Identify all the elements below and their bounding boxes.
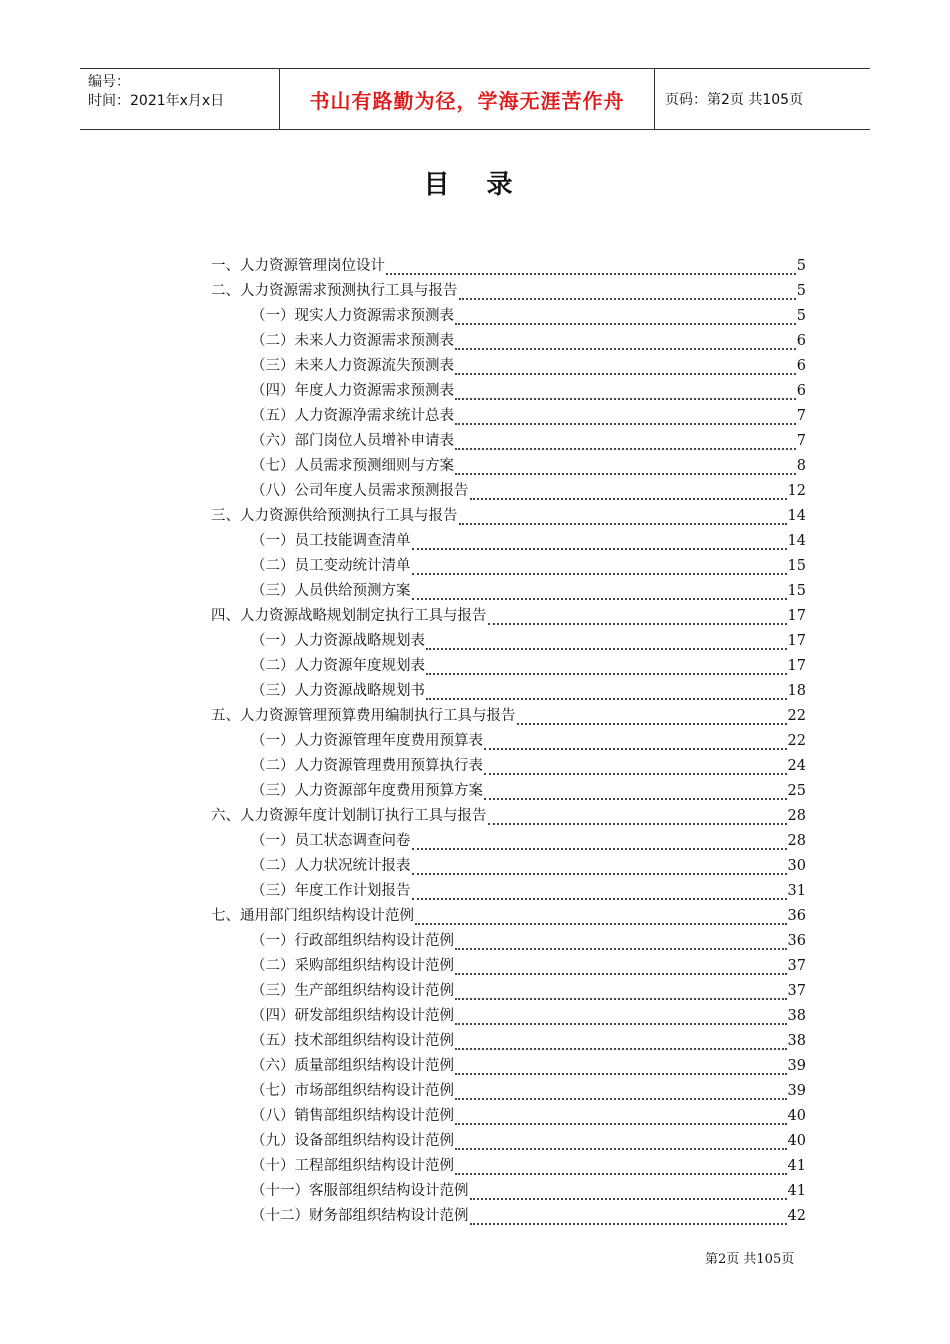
toc-entry[interactable]: [211, 629, 806, 654]
toc-entry-page: 6: [796, 383, 806, 399]
toc-entry-label: （十二）财务部组织结构设计范例: [251, 1208, 469, 1224]
toc-entry-label: （七）市场部组织结构设计范例: [251, 1083, 454, 1099]
toc-entry-page: 24: [787, 758, 806, 774]
toc-dot-leader: [455, 947, 787, 950]
toc-entry-page: 18: [787, 683, 806, 699]
toc-entry-page: 39: [787, 1058, 806, 1074]
toc-entry[interactable]: [211, 279, 806, 304]
toc-entry-page: 38: [787, 1033, 806, 1049]
toc-entry-page: 36: [787, 933, 806, 949]
toc-entry[interactable]: [211, 829, 806, 854]
toc-entry[interactable]: [211, 254, 806, 279]
toc-dot-leader: [484, 797, 787, 800]
toc-entry-label: （六）质量部组织结构设计范例: [251, 1058, 454, 1074]
toc-dot-leader: [459, 297, 796, 300]
toc-entry-page: 22: [787, 733, 806, 749]
toc-entry-label: （五）技术部组织结构设计范例: [251, 1033, 454, 1049]
toc-dot-leader: [455, 1047, 787, 1050]
toc-dot-leader: [455, 1097, 787, 1100]
toc-dot-leader: [412, 572, 787, 575]
toc-entry-label: （十一）客服部组织结构设计范例: [251, 1183, 469, 1199]
toc-entry-label: （五）人力资源净需求统计总表: [251, 408, 454, 424]
toc-entry-page: 25: [787, 783, 806, 799]
toc-dot-leader: [455, 422, 796, 425]
toc-entry-page: 40: [787, 1133, 806, 1149]
toc-entry-label: （一）人力资源管理年度费用预算表: [251, 733, 483, 749]
toc-dot-leader: [412, 847, 787, 850]
toc-entry-page: 15: [787, 558, 806, 574]
toc-dot-leader: [484, 747, 787, 750]
toc-entry[interactable]: [211, 1104, 806, 1129]
toc-entry-page: 40: [787, 1108, 806, 1124]
toc-entry[interactable]: [211, 529, 806, 554]
toc-dot-leader: [455, 397, 796, 400]
toc-entry-page: 12: [787, 483, 806, 499]
header-meta: [80, 69, 280, 129]
toc-entry-label: （三）人力资源部年度费用预算方案: [251, 783, 483, 799]
toc-entry-label: （一）人力资源战略规划表: [251, 633, 425, 649]
toc-dot-leader: [455, 472, 796, 475]
toc-entry[interactable]: [211, 1029, 806, 1054]
toc-entry[interactable]: [211, 379, 806, 404]
toc-entry-page: 15: [787, 583, 806, 599]
toc-entry-label: （七）人员需求预测细则与方案: [251, 458, 454, 474]
toc-entry-page: 5: [796, 283, 806, 299]
toc-entry-label: 六、人力资源年度计划制订执行工具与报告: [211, 808, 487, 824]
toc-dot-leader: [470, 1222, 787, 1225]
toc-entry-label: （一）现实人力资源需求预测表: [251, 308, 454, 324]
toc-entry[interactable]: [211, 729, 806, 754]
toc-entry-label: （二）人力资源管理费用预算执行表: [251, 758, 483, 774]
toc-dot-leader: [426, 647, 787, 650]
toc-entry-label: （二）员工变动统计清单: [251, 558, 411, 574]
toc-entry-label: （三）人力资源战略规划书: [251, 683, 425, 699]
toc-entry-label: 三、人力资源供给预测执行工具与报告: [211, 508, 458, 524]
toc-entry[interactable]: [211, 479, 806, 504]
toc-entry-label: （四）年度人力资源需求预测表: [251, 383, 454, 399]
toc-entry[interactable]: [211, 704, 806, 729]
table-of-contents: [211, 254, 806, 1229]
toc-dot-leader: [412, 897, 787, 900]
toc-entry-label: （二）人力状况统计报表: [251, 858, 411, 874]
toc-entry[interactable]: [211, 954, 806, 979]
toc-entry-page: 14: [787, 533, 806, 549]
toc-dot-leader: [455, 1172, 787, 1175]
toc-dot-leader: [412, 547, 787, 550]
toc-dot-leader: [415, 922, 787, 925]
toc-dot-leader: [455, 1122, 787, 1125]
toc-entry[interactable]: [211, 404, 806, 429]
toc-entry-label: 四、人力资源战略规划制定执行工具与报告: [211, 608, 487, 624]
toc-entry[interactable]: [211, 329, 806, 354]
toc-entry[interactable]: [211, 929, 806, 954]
toc-entry-label: （十）工程部组织结构设计范例: [251, 1158, 454, 1174]
toc-entry[interactable]: [211, 1204, 806, 1229]
toc-entry[interactable]: [211, 1154, 806, 1179]
toc-entry-label: （二）未来人力资源需求预测表: [251, 333, 454, 349]
toc-entry-page: 17: [787, 633, 806, 649]
toc-dot-leader: [455, 972, 787, 975]
toc-entry[interactable]: [211, 854, 806, 879]
toc-entry[interactable]: [211, 554, 806, 579]
toc-entry[interactable]: [211, 804, 806, 829]
toc-dot-leader: [455, 347, 796, 350]
toc-entry[interactable]: [211, 1129, 806, 1154]
toc-dot-leader: [455, 1072, 787, 1075]
toc-entry-label: 五、人力资源管理预算费用编制执行工具与报告: [211, 708, 516, 724]
header-page-code: 页码：第2页 共105页: [665, 92, 804, 108]
toc-entry-page: 7: [796, 408, 806, 424]
toc-dot-leader: [412, 597, 787, 600]
toc-entry-page: 28: [787, 833, 806, 849]
toc-entry-page: 39: [787, 1083, 806, 1099]
toc-entry-page: 28: [787, 808, 806, 824]
toc-entry-page: 37: [787, 983, 806, 999]
toc-entry[interactable]: [211, 1054, 806, 1079]
toc-entry-page: 6: [796, 358, 806, 374]
toc-entry-page: 31: [787, 883, 806, 899]
toc-entry-page: 5: [796, 308, 806, 324]
toc-entry-label: （一）行政部组织结构设计范例: [251, 933, 454, 949]
toc-entry[interactable]: [211, 754, 806, 779]
toc-dot-leader: [412, 872, 787, 875]
toc-entry[interactable]: [211, 304, 806, 329]
toc-entry-label: （二）采购部组织结构设计范例: [251, 958, 454, 974]
toc-dot-leader: [455, 372, 796, 375]
toc-dot-leader: [455, 447, 796, 450]
toc-entry-page: 41: [787, 1158, 806, 1174]
page-footer: 第2页 共105页: [705, 1252, 795, 1267]
toc-entry[interactable]: [211, 679, 806, 704]
toc-entry[interactable]: [211, 354, 806, 379]
toc-entry-label: （八）公司年度人员需求预测报告: [251, 483, 469, 499]
toc-entry-label: （四）研发部组织结构设计范例: [251, 1008, 454, 1024]
toc-entry[interactable]: [211, 579, 806, 604]
toc-entry[interactable]: [211, 1079, 806, 1104]
toc-entry-page: 30: [787, 858, 806, 874]
toc-entry-page: 22: [787, 708, 806, 724]
toc-dot-leader: [455, 322, 796, 325]
toc-dot-leader: [426, 672, 787, 675]
toc-entry[interactable]: [211, 454, 806, 479]
toc-entry[interactable]: [211, 904, 806, 929]
toc-entry-label: （三）人员供给预测方案: [251, 583, 411, 599]
toc-entry-label: 七、通用部门组织结构设计范例: [211, 908, 414, 924]
toc-entry[interactable]: [211, 504, 806, 529]
toc-entry[interactable]: [211, 429, 806, 454]
toc-entry-label: （二）人力资源年度规划表: [251, 658, 425, 674]
toc-dot-leader: [517, 722, 787, 725]
toc-dot-leader: [470, 497, 787, 500]
toc-entry[interactable]: [211, 879, 806, 904]
toc-dot-leader: [455, 1022, 787, 1025]
toc-dot-leader: [470, 1197, 787, 1200]
number-label: 编号：: [88, 74, 130, 90]
toc-entry[interactable]: [211, 1179, 806, 1204]
toc-dot-leader: [455, 1147, 787, 1150]
toc-entry-page: 37: [787, 958, 806, 974]
toc-entry-page: 7: [796, 433, 806, 449]
header-motto: 书山有路勤为径，学海无涯苦作舟: [280, 69, 655, 129]
toc-entry-label: （一）员工技能调查清单: [251, 533, 411, 549]
toc-entry-page: 8: [796, 458, 806, 474]
toc-dot-leader: [488, 622, 787, 625]
toc-entry-page: 17: [787, 658, 806, 674]
toc-entry[interactable]: [211, 604, 806, 629]
toc-entry-page: 17: [787, 608, 806, 624]
toc-dot-leader: [488, 822, 787, 825]
toc-entry[interactable]: [211, 979, 806, 1004]
toc-dot-leader: [386, 272, 796, 275]
toc-entry[interactable]: [211, 654, 806, 679]
toc-entry-label: （一）员工状态调查问卷: [251, 833, 411, 849]
toc-entry-page: 42: [787, 1208, 806, 1224]
toc-entry-label: （三）年度工作计划报告: [251, 883, 411, 899]
page-header: [80, 68, 870, 130]
toc-entry-label: （三）未来人力资源流失预测表: [251, 358, 454, 374]
page-title: 目 录: [423, 170, 527, 200]
toc-entry-label: （九）设备部组织结构设计范例: [251, 1133, 454, 1149]
toc-entry-page: 38: [787, 1008, 806, 1024]
toc-dot-leader: [459, 522, 787, 525]
time-label: 时间：2021年x月x日: [88, 93, 225, 109]
toc-entry-page: 41: [787, 1183, 806, 1199]
toc-entry[interactable]: [211, 1004, 806, 1029]
toc-entry-page: 14: [787, 508, 806, 524]
toc-entry[interactable]: [211, 779, 806, 804]
toc-dot-leader: [484, 772, 787, 775]
toc-dot-leader: [426, 697, 787, 700]
toc-entry-page: 6: [796, 333, 806, 349]
toc-dot-leader: [455, 997, 787, 1000]
toc-entry-label: （六）部门岗位人员增补申请表: [251, 433, 454, 449]
toc-entry-page: 36: [787, 908, 806, 924]
toc-entry-label: （八）销售部组织结构设计范例: [251, 1108, 454, 1124]
toc-entry-label: 二、人力资源需求预测执行工具与报告: [211, 283, 458, 299]
toc-entry-page: 5: [796, 258, 806, 274]
toc-entry-label: （三）生产部组织结构设计范例: [251, 983, 454, 999]
toc-entry-label: 一、人力资源管理岗位设计: [211, 258, 385, 274]
